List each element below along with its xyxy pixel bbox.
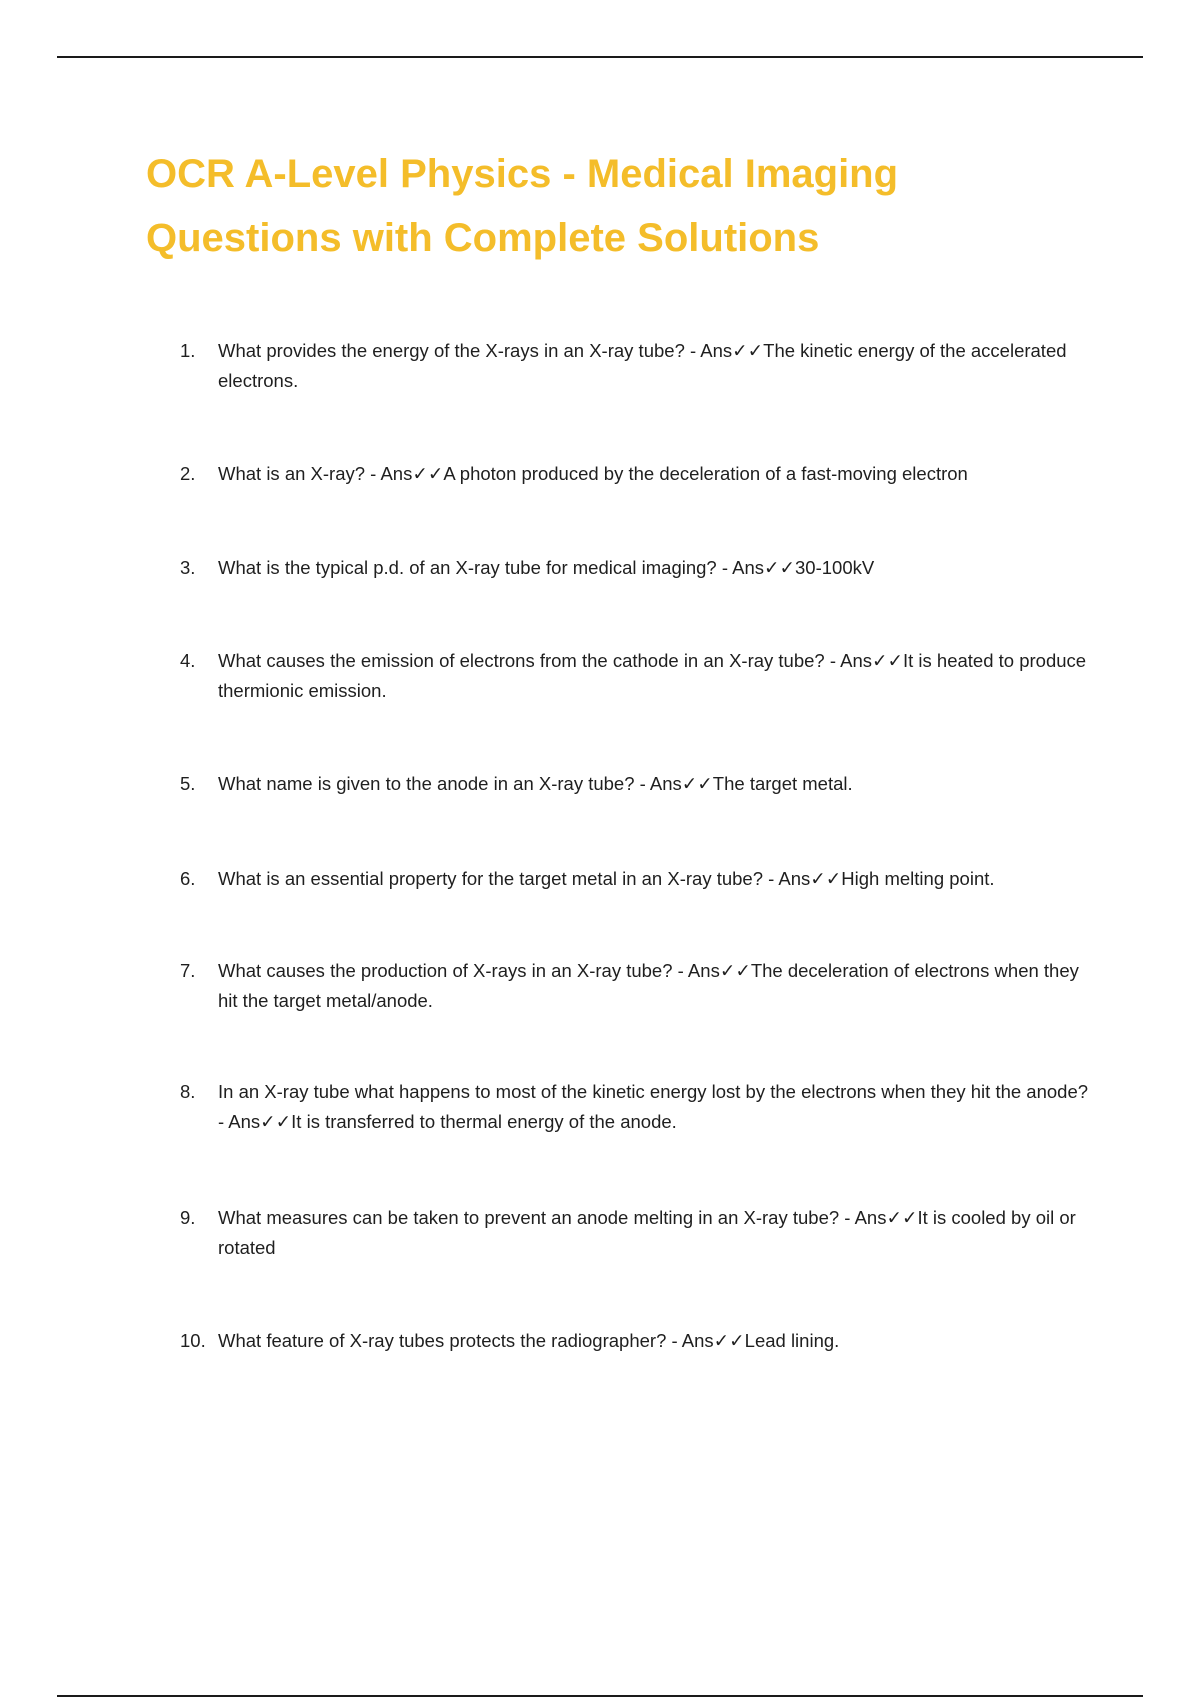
item-text: What is the typical p.d. of an X-ray tube for medical imaging? - Ans✓✓30-100kV	[218, 557, 875, 578]
item-text: What name is given to the anode in an X-ray tube? - Ans✓✓The target metal.	[218, 773, 853, 794]
item-text: What provides the energy of the X-rays in an X-ray tube? - Ans✓✓The kinetic energy of the accelerated electrons.	[218, 340, 1067, 391]
item-number: 5.	[180, 773, 196, 794]
item-number: 9.	[180, 1207, 196, 1228]
item-number: 4.	[180, 650, 196, 671]
item-number: 6.	[180, 868, 196, 889]
item-text: What causes the emission of electrons from the cathode in an X-ray tube? - Ans✓✓It is heated to produce thermionic emission.	[218, 650, 1087, 701]
item-text: What is an essential property for the target metal in an X-ray tube? - Ans✓✓High melting point.	[218, 868, 995, 889]
item-text: What feature of X-ray tubes protects the radiographer? - Ans✓✓Lead lining.	[218, 1330, 840, 1351]
page-title: OCR A-Level Physics - Medical Imaging Questions with Complete Solutions	[146, 152, 899, 260]
item-number: 1.	[180, 340, 196, 361]
item-text: What causes the production of X-rays in an X-ray tube? - Ans✓✓The deceleration of electrons when they hit the target metal/anode.	[218, 960, 1079, 1011]
item-text: What measures can be taken to prevent an anode melting in an X-ray tube? - Ans✓✓It is cooled by oil or rotated	[218, 1207, 1076, 1258]
bottom-rule	[57, 1695, 1143, 1697]
item-number: 8.	[180, 1081, 196, 1102]
item-number: 2.	[180, 463, 196, 484]
item-number: 10.	[180, 1330, 206, 1351]
item-number: 7.	[180, 960, 196, 981]
item-text: What is an X-ray? - Ans✓✓A photon produced by the deceleration of a fast-moving electron	[218, 463, 968, 484]
top-rule	[57, 56, 1143, 58]
item-number: 3.	[180, 557, 196, 578]
item-text: In an X-ray tube what happens to most of the kinetic energy lost by the electrons when they hit the anode? - Ans✓✓It is transferred to thermal energy of the anode.	[218, 1081, 1089, 1132]
